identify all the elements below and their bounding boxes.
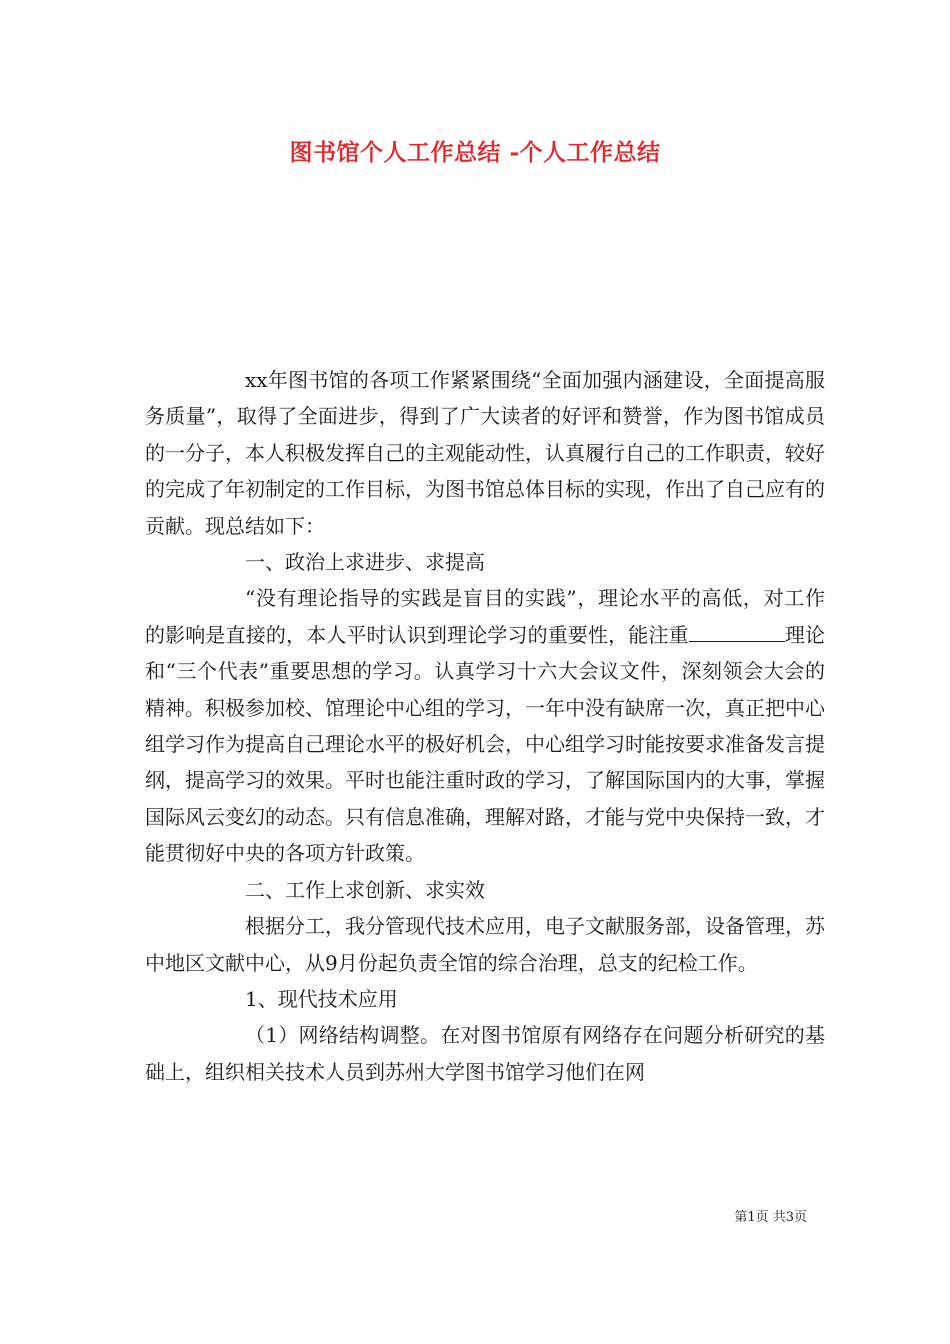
section-1-paragraph	[145, 580, 825, 871]
section-2-heading: 二、工作上求创新、求实效	[245, 877, 485, 902]
section-1-text-after: 理论和“三个代表”重要思想的学习。认真学习十六大会议文件，深刻领会大会的精神。积极参加校、馆理论中心组的学习，一年中没有缺席一次，真正把中心组学习作为提高自己理论水平的极好机会，中心组学习时能按要求准备发言提纲，提高学习的效果。平时也能注重时政的学习，了解国际国内的大事，掌握国际风云变幻的动态。只有信息准确，理解对路，才能与党中央保持一致，才能贯彻好中央的各项方针政策。	[145, 622, 826, 866]
document-body	[145, 362, 825, 1090]
section-1-heading: 一、政治上求进步、求提高	[245, 550, 485, 575]
document-title: 图书馆个人工作总结 -个人工作总结	[289, 139, 661, 166]
section-2-paragraph: 根据分工，我分管现代技术应用，电子文献服务部，设备管理，苏中地区文献中心，从9月份起负责全馆的综合治理，总支的纪检工作。	[145, 914, 825, 975]
page-number-footer: 第1页 共3页	[734, 1210, 807, 1225]
section-1-text-before: “没有理论指导的实践是盲目的实践”，理论水平的高低，对工作的影响是直接的，本人平时认识到理论学习的重要性，能注重	[145, 586, 825, 647]
subsection-1-heading: 1、现代技术应用	[245, 986, 398, 1011]
blank-underline	[689, 623, 785, 642]
subsection-1-paragraph: （1）网络结构调整。在对图书馆原有网络存在问题分析研究的基础上，组织相关技术人员到苏州大学图书馆学习他们在网	[145, 1023, 825, 1084]
intro-paragraph: xx年图书馆的各项工作紧紧围绕“全面加强内涵建设，全面提高服务质量”，取得了全面进步，得到了广大读者的好评和赞誉，作为图书馆成员的一分子，本人积极发挥自己的主观能动性，认真履行自己的工作职责，较好的完成了年初制定的工作目标，为图书馆总体目标的实现，作出了自己应有的贡献。现总结如下：	[145, 368, 825, 538]
